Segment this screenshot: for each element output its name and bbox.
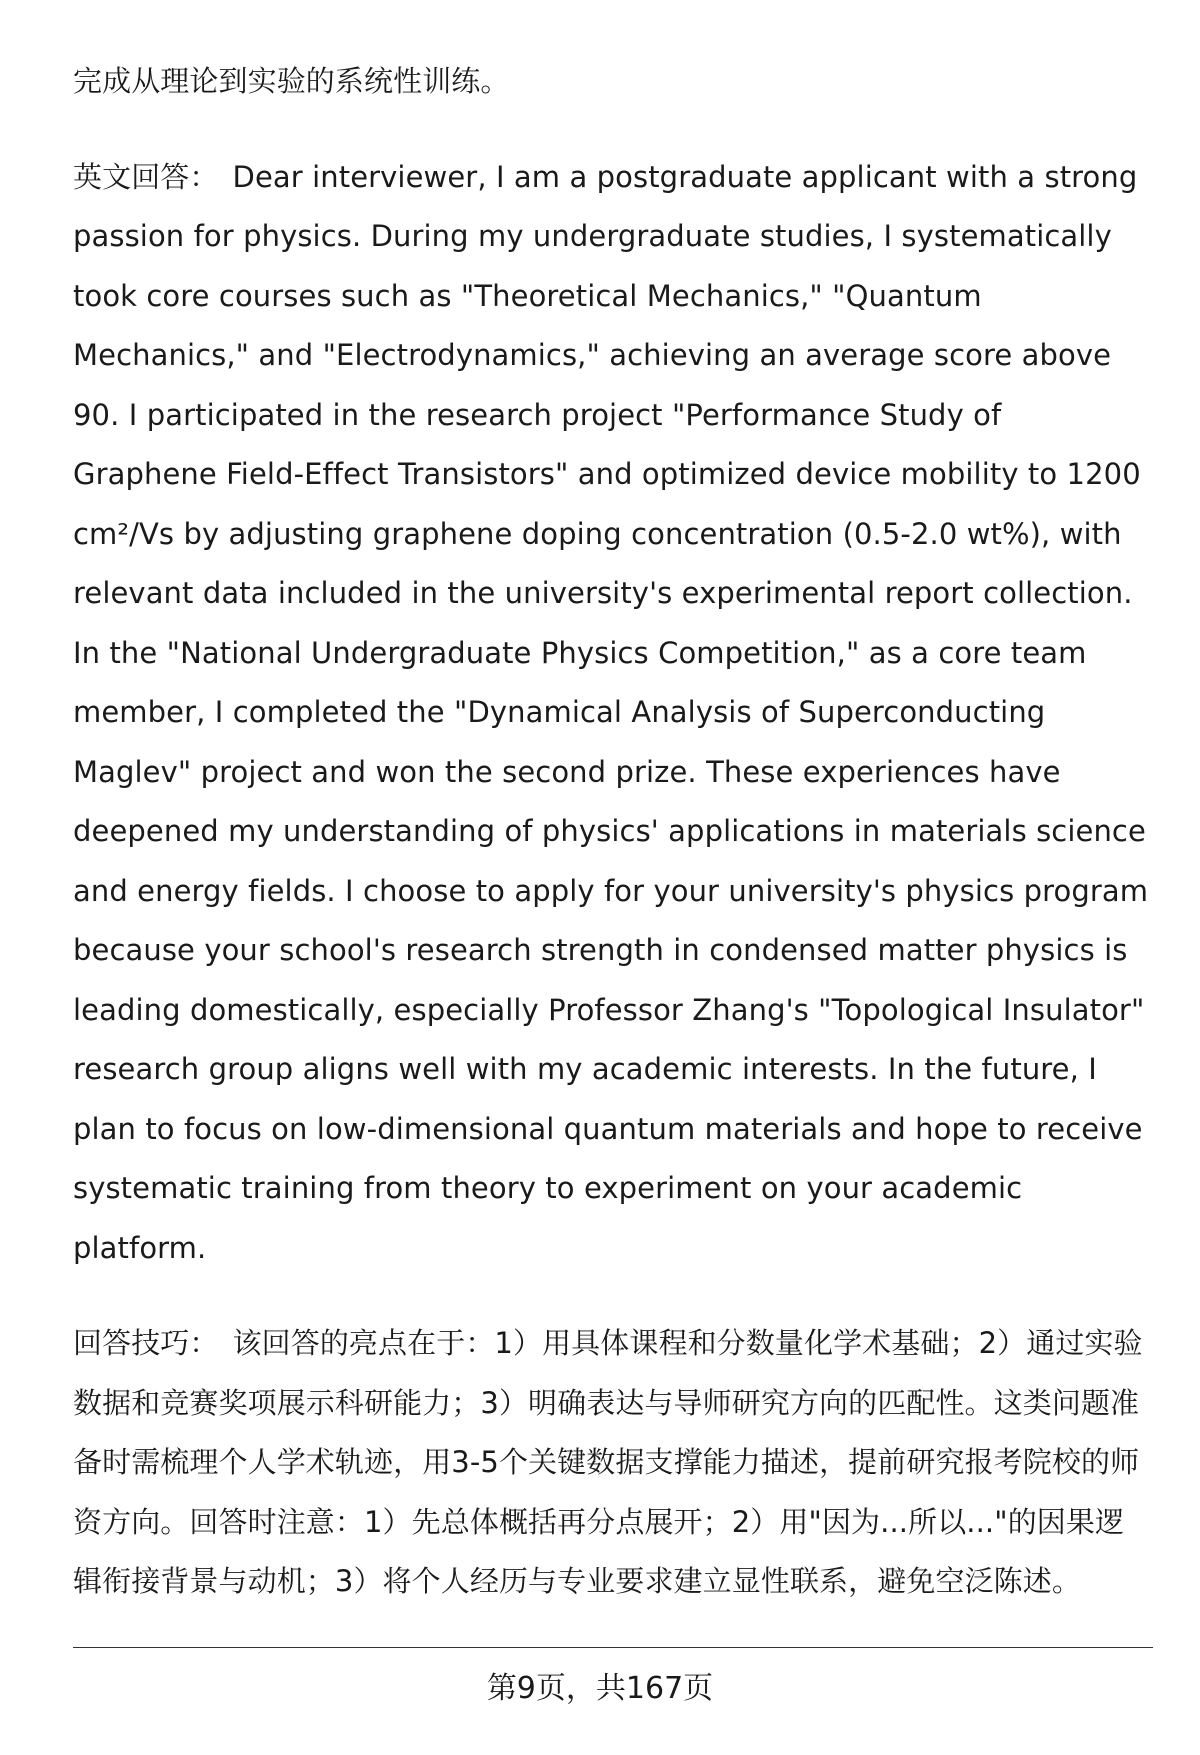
footer-divider	[73, 1647, 1153, 1648]
answer-tips-paragraph	[73, 1314, 1153, 1612]
english-answer-label: 英文回答：	[73, 159, 219, 194]
answer-tips-label: 回答技巧：	[73, 1326, 219, 1360]
page-number: 第9页，共167页	[486, 1671, 714, 1706]
continuation-paragraph: 完成从理论到实验的系统性训练。	[73, 64, 510, 98]
english-answer-paragraph	[73, 148, 1153, 1279]
answer-tips-text: 该回答的亮点在于：1）用具体课程和分数量化学术基础；2）通过实验数据和竞赛奖项展示科研能力；3）明确表达与导师研究方向的匹配性。这类问题准备时需梳理个人学术轨迹，用3-5个关键数据支撑能力描述，提前研究报考院校的师资方向。回答时注意：1）先总体概括再分点展开；2）用"因为...所以..."的因果逻辑衔接背景与动机；3）将个人经历与专业要求建立显性联系，避免空泛陈述。	[73, 1326, 1143, 1598]
document-body	[73, 52, 1153, 1612]
english-answer-text: Dear interviewer, I am a postgraduate applicant with a strong passion for physics. During my undergraduate studies, I systematically took core courses such as "Theoretical Mechanics," "Quantum Mechanics," and "Electrodynamics," achieving an average score above 90. I participated in the research project "Performance Study of Graphene Field-Effect Transistors" and optimized device mobility to 1200 cm²/Vs by adjusting graphene doping concentration (0.5-2.0 wt%), with relevant data included in the university's experimental report collection. In the "National Undergraduate Physics Competition," as a core team member, I completed the "Dynamical Analysis of Superconducting Maglev" project and won the second prize. These experiences have deepened my understanding of physics' applications in materials science and energy fields. I choose to apply for your university's physics program because your school's research strength in condensed matter physics is leading domestically, especially Professor Zhang's "Topological Insulator" research group aligns well with my academic interests. In the future, I plan to focus on low-dimensional quantum materials and hope to receive systematic training from theory to experiment on your academic platform.	[73, 159, 1149, 1265]
